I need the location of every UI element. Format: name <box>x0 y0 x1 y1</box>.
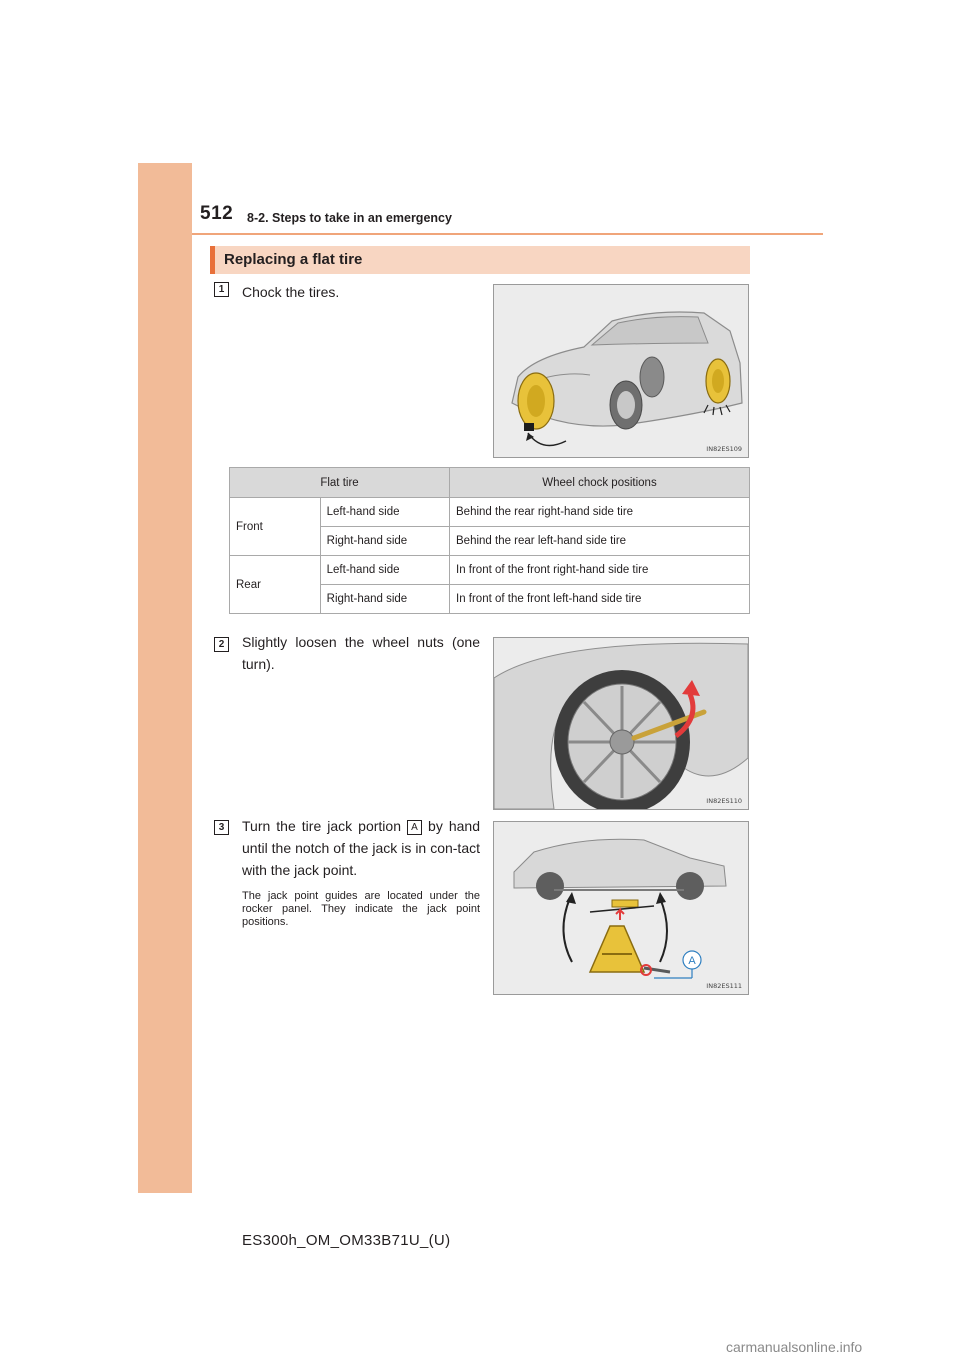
table-position-cell: Behind the rear left-hand side tire <box>450 527 750 556</box>
table-group-cell: Rear <box>230 556 321 614</box>
figure-jack-position <box>493 821 749 995</box>
table-side-cell: Right-hand side <box>320 527 449 556</box>
table-side-cell: Left-hand side <box>320 498 449 527</box>
step-number-2: 2 <box>214 637 229 652</box>
figure-loosen-nuts <box>493 637 749 810</box>
chapter-title: 8-2. Steps to take in an emergency <box>247 211 452 225</box>
figure-code-1: IN82ES109 <box>706 445 742 453</box>
section-heading: Replacing a flat tire <box>210 246 750 274</box>
wheel-nut-illustration <box>494 638 748 809</box>
table-position-cell: In front of the front right-hand side tire <box>450 556 750 585</box>
step-1-text: Chock the tires. <box>242 284 340 300</box>
table-header-chock-positions: Wheel chock positions <box>450 468 750 498</box>
table-position-cell: Behind the rear right-hand side tire <box>450 498 750 527</box>
step-2-text: Slightly loosen the wheel nuts (one turn). <box>242 634 480 672</box>
step-3-text-after: by hand until the notch of the jack is in con-tact with the jack point. <box>242 818 481 878</box>
step-number-3: 3 <box>214 820 229 835</box>
callout-a-inline: A <box>407 820 422 835</box>
header-rule <box>192 233 823 235</box>
table-header-flat-tire: Flat tire <box>230 468 450 498</box>
table-side-cell: Left-hand side <box>320 556 449 585</box>
figure-wheel-chocks <box>493 284 749 458</box>
step-number-1: 1 <box>214 282 229 297</box>
figure-code-3: IN82ES111 <box>706 982 742 990</box>
table-row <box>230 498 750 527</box>
step-3-text <box>242 815 480 881</box>
figure-code-2: IN82ES110 <box>706 797 742 805</box>
wheel-chock-table <box>229 467 750 614</box>
table-position-cell: In front of the front left-hand side tire <box>450 585 750 614</box>
table-side-cell: Right-hand side <box>320 585 449 614</box>
step-3-note: The jack point guides are located under the rocker panel. They indicate the jack point positions. <box>242 890 480 928</box>
table-row <box>230 556 750 585</box>
figure-callout-a: A <box>688 955 696 967</box>
watermark: carmanualsonline.info <box>726 1339 863 1355</box>
footer-model-code: ES300h_OM_OM33B71U_(U) <box>242 1232 451 1249</box>
step-3-text-before: Turn the tire jack portion <box>242 818 401 834</box>
page-number: 512 <box>200 203 234 224</box>
jack-illustration <box>494 822 748 994</box>
table-header-row <box>230 468 750 498</box>
table-group-cell: Front <box>230 498 321 556</box>
chapter-sidebar-tab <box>138 163 192 1193</box>
car-chock-illustration <box>494 285 748 457</box>
